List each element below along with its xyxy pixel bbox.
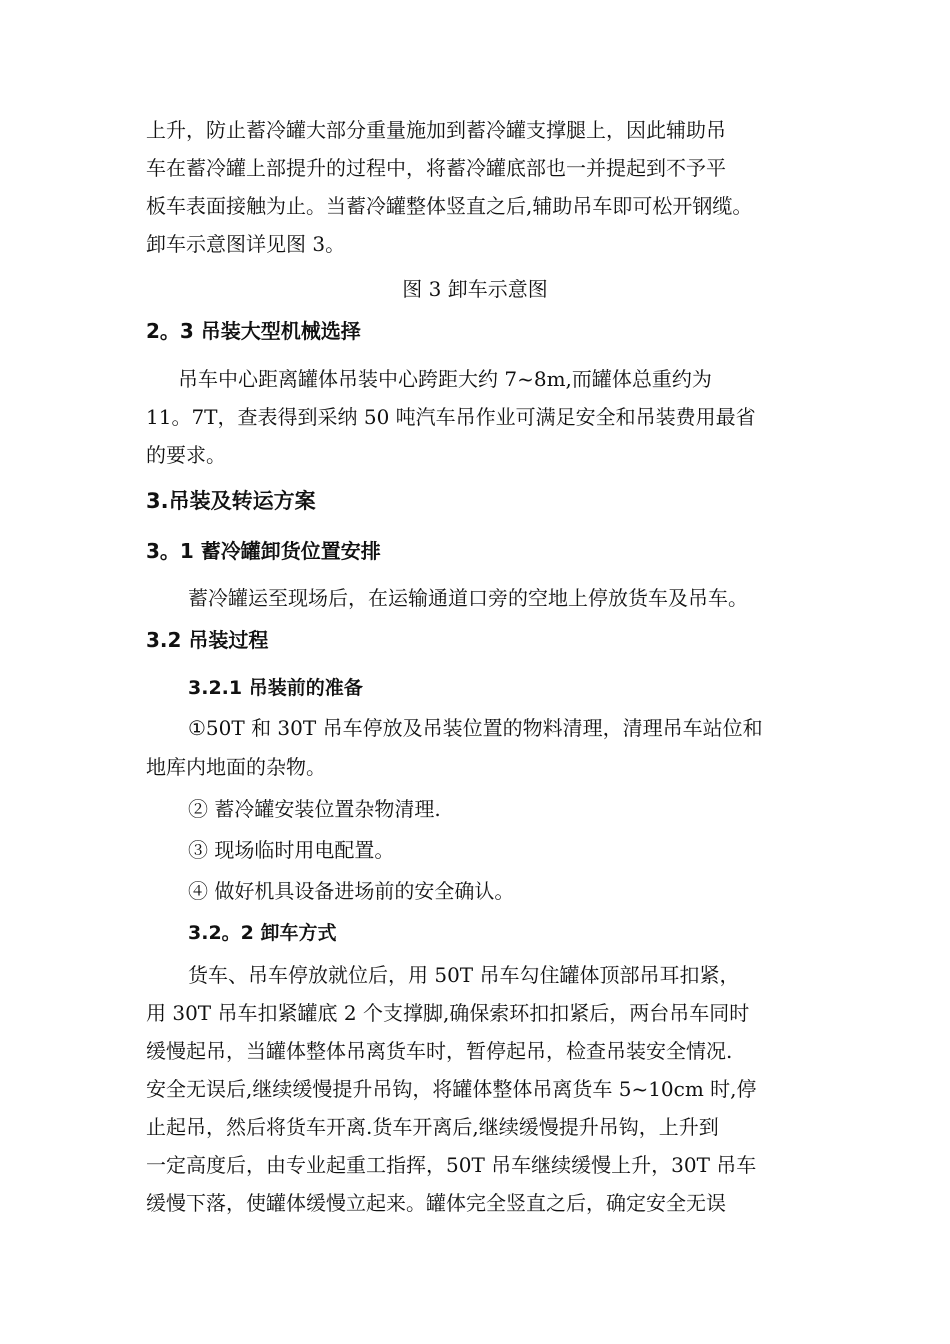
paragraph-line: 缓慢起吊，当罐体整体吊离货车时，暂停起吊，检查吊装安全情况. xyxy=(146,1039,733,1063)
paragraph-line: 地库内地面的杂物。 xyxy=(146,755,326,779)
section-heading-3: 3.吊装及转运方案 xyxy=(146,489,316,513)
paragraph-line: 用 30T 吊车扣紧罐底 2 个支撑脚,确保索环扣扣紧后，两台吊车同时 xyxy=(146,1001,750,1025)
paragraph-line: 上升，防止蓄冷罐大部分重量施加到蓄冷罐支撑腿上，因此辅助吊 xyxy=(146,118,726,142)
paragraph-line: 止起吊，然后将货车开离.货车开离后,继续缓慢提升吊钩，上升到 xyxy=(146,1115,719,1139)
section-heading-3-1: 3。1 蓄冷罐卸货位置安排 xyxy=(146,539,381,563)
section-heading-2-3: 2。3 吊装大型机械选择 xyxy=(146,319,361,343)
list-item: ①50T 和 30T 吊车停放及吊装位置的物料清理，清理吊车站位和 xyxy=(188,716,763,740)
paragraph-line: 安全无误后,继续缓慢提升吊钩，将罐体整体吊离货车 5~10cm 时,停 xyxy=(146,1077,757,1101)
figure-caption: 图 3 卸车示意图 xyxy=(402,277,548,301)
section-heading-3-2-1: 3.2.1 吊装前的准备 xyxy=(188,677,363,699)
list-item: ④ 做好机具设备进场前的安全确认。 xyxy=(188,879,515,903)
section-heading-3-2-2: 3.2。2 卸车方式 xyxy=(188,922,337,944)
paragraph-line: 板车表面接触为止。当蓄冷罐整体竖直之后,辅助吊车即可松开钢缆。 xyxy=(146,194,753,218)
paragraph-line: 的要求。 xyxy=(146,443,226,467)
list-item: ③ 现场临时用电配置。 xyxy=(188,838,395,862)
paragraph-line: 吊车中心距离罐体吊装中心跨距大约 7~8m,而罐体总重约为 xyxy=(178,367,712,391)
list-item: ② 蓄冷罐安装位置杂物清理. xyxy=(188,797,441,821)
paragraph-line: 车在蓄冷罐上部提升的过程中，将蓄冷罐底部也一并提起到不予平 xyxy=(146,156,726,180)
paragraph-line: 蓄冷罐运至现场后，在运输通道口旁的空地上停放货车及吊车。 xyxy=(188,586,748,610)
paragraph-line: 一定高度后，由专业起重工指挥，50T 吊车继续缓慢上升，30T 吊车 xyxy=(146,1153,757,1177)
paragraph-line: 11。7T，查表得到采纳 50 吨汽车吊作业可满足安全和吊装费用最省 xyxy=(146,405,756,429)
section-heading-3-2: 3.2 吊装过程 xyxy=(146,628,269,652)
paragraph-line: 卸车示意图详见图 3。 xyxy=(146,232,346,256)
paragraph-line: 缓慢下落，使罐体缓慢立起来。罐体完全竖直之后，确定安全无误 xyxy=(146,1191,726,1215)
paragraph-line: 货车、吊车停放就位后，用 50T 吊车勾住罐体顶部吊耳扣紧， xyxy=(188,963,740,987)
